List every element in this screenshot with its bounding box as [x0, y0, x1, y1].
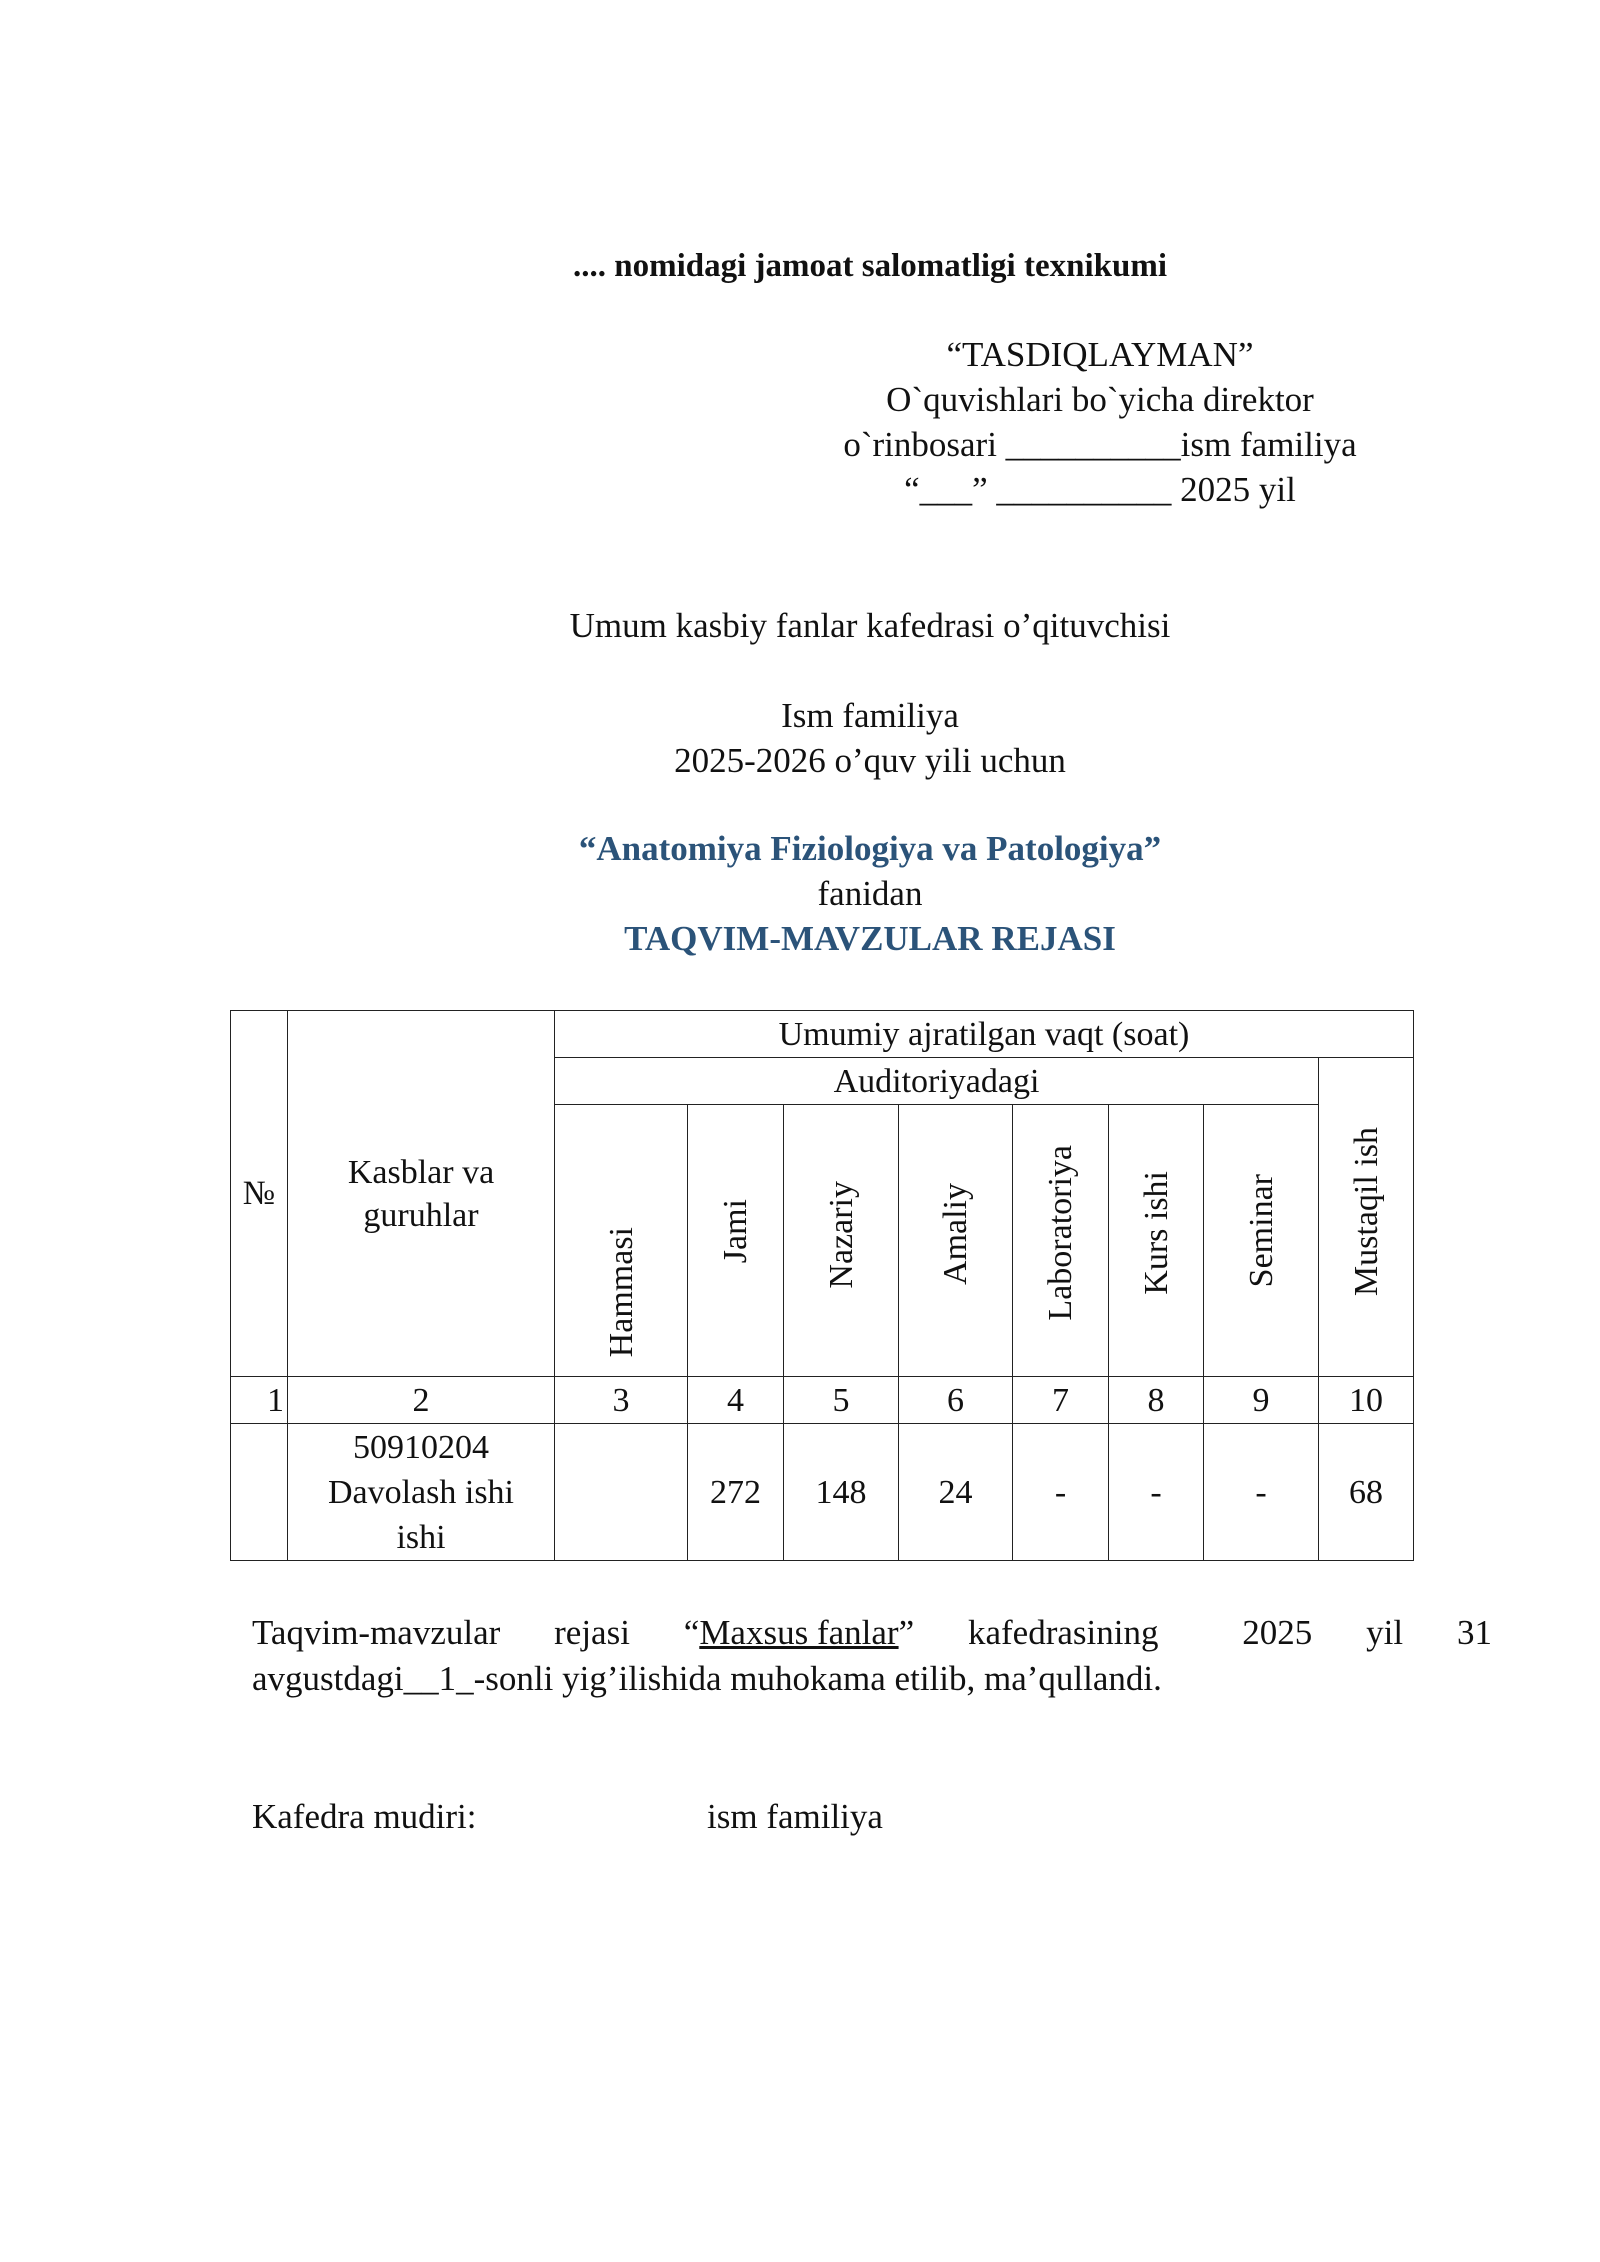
- independent-work-header: [1319, 1058, 1414, 1377]
- auditorium-header: Auditoriyadagi: [555, 1058, 1319, 1105]
- subheader-nazariy: Nazariy: [784, 1105, 899, 1377]
- cell-nazariy: 148: [784, 1424, 899, 1561]
- column-number: 3: [555, 1377, 688, 1424]
- profession-name: Davolash ishi ishi: [327, 1473, 515, 1556]
- cell-kurs-ishi: -: [1109, 1424, 1204, 1561]
- table-row: [231, 1424, 1414, 1561]
- column-number: 1: [231, 1377, 288, 1424]
- teacher-department: Umum kasbiy fanlar kafedrasi o’qituvchisi: [569, 606, 1171, 645]
- subject-block: [0, 826, 1600, 961]
- column-number: 7: [1013, 1377, 1109, 1424]
- cell-laboratoriya: -: [1013, 1424, 1109, 1561]
- col-professions-header: Kasblar va guruhlar: [288, 1011, 555, 1377]
- approval-position: O`quvishlari bo`yicha direktor: [886, 380, 1314, 419]
- approval-block: [700, 332, 1500, 512]
- subject-name: “Anatomiya Fiziologiya va Patologiya”: [578, 829, 1162, 868]
- teacher-name: Ism familiya: [781, 696, 959, 735]
- column-number: 10: [1319, 1377, 1414, 1424]
- subject-suffix: fanidan: [817, 874, 923, 913]
- note-line-1: Taqvim-mavzular rejasi “Maxsus fanlar” kafedrasining 2025 yil 31: [252, 1613, 1492, 1652]
- cell-amaliy: 24: [899, 1424, 1013, 1561]
- subheader-seminar: Seminar: [1204, 1105, 1319, 1377]
- teacher-block: [0, 693, 1600, 783]
- cell-seminar: -: [1204, 1424, 1319, 1561]
- signature-name: ism familiya: [707, 1797, 883, 1836]
- cell-mustaqil: 68: [1319, 1424, 1414, 1561]
- column-number: 4: [688, 1377, 784, 1424]
- column-numbers-row: [231, 1377, 1414, 1424]
- subheader-jami: Jami: [688, 1105, 784, 1377]
- approval-date: “___” __________ 2025 yil: [904, 470, 1296, 509]
- total-time-header: Umumiy ajratilgan vaqt (soat): [555, 1011, 1414, 1058]
- profession-code: 50910204: [353, 1428, 489, 1466]
- signature-label: Kafedra mudiri:: [252, 1797, 477, 1836]
- approval-signatory: o`rinbosari __________ism familiya: [843, 425, 1357, 464]
- plan-title: TAQVIM-MAVZULAR REJASI: [624, 919, 1116, 958]
- institution-name: .... nomidagi jamoat salomatligi texnikumi: [572, 248, 1168, 284]
- hours-table: [230, 1010, 1414, 1561]
- column-number: 5: [784, 1377, 899, 1424]
- subheader-amaliy: Amaliy: [899, 1105, 1013, 1377]
- column-number: 6: [899, 1377, 1013, 1424]
- approval-title: “TASDIQLAYMAN”: [946, 335, 1254, 374]
- note-line-2: avgustdagi__1_-sonli yig’ilishida muhokama etilib, ma’qullandi.: [252, 1659, 1162, 1698]
- col-number-header: №: [231, 1011, 288, 1377]
- cell-no: [231, 1424, 288, 1561]
- approval-note: [252, 1610, 1492, 1702]
- cell-profession: [288, 1424, 555, 1561]
- department-name: Maxsus fanlar: [699, 1613, 899, 1652]
- cell-jami: 272: [688, 1424, 784, 1561]
- subheader-laboratoriya: Laboratoriya: [1013, 1105, 1109, 1377]
- column-number: 8: [1109, 1377, 1204, 1424]
- signature-block: [252, 1794, 1492, 1840]
- column-number: 9: [1204, 1377, 1319, 1424]
- cell-hammasi: [555, 1424, 688, 1561]
- subheader-hammasi: Hammasi: [555, 1105, 688, 1377]
- academic-year: 2025-2026 o’quv yili uchun: [674, 741, 1066, 780]
- independent-work-label: Mustaqil ish: [1347, 1126, 1385, 1297]
- column-number: 2: [288, 1377, 555, 1424]
- subheader-kurs-ishi: Kurs ishi: [1109, 1105, 1204, 1377]
